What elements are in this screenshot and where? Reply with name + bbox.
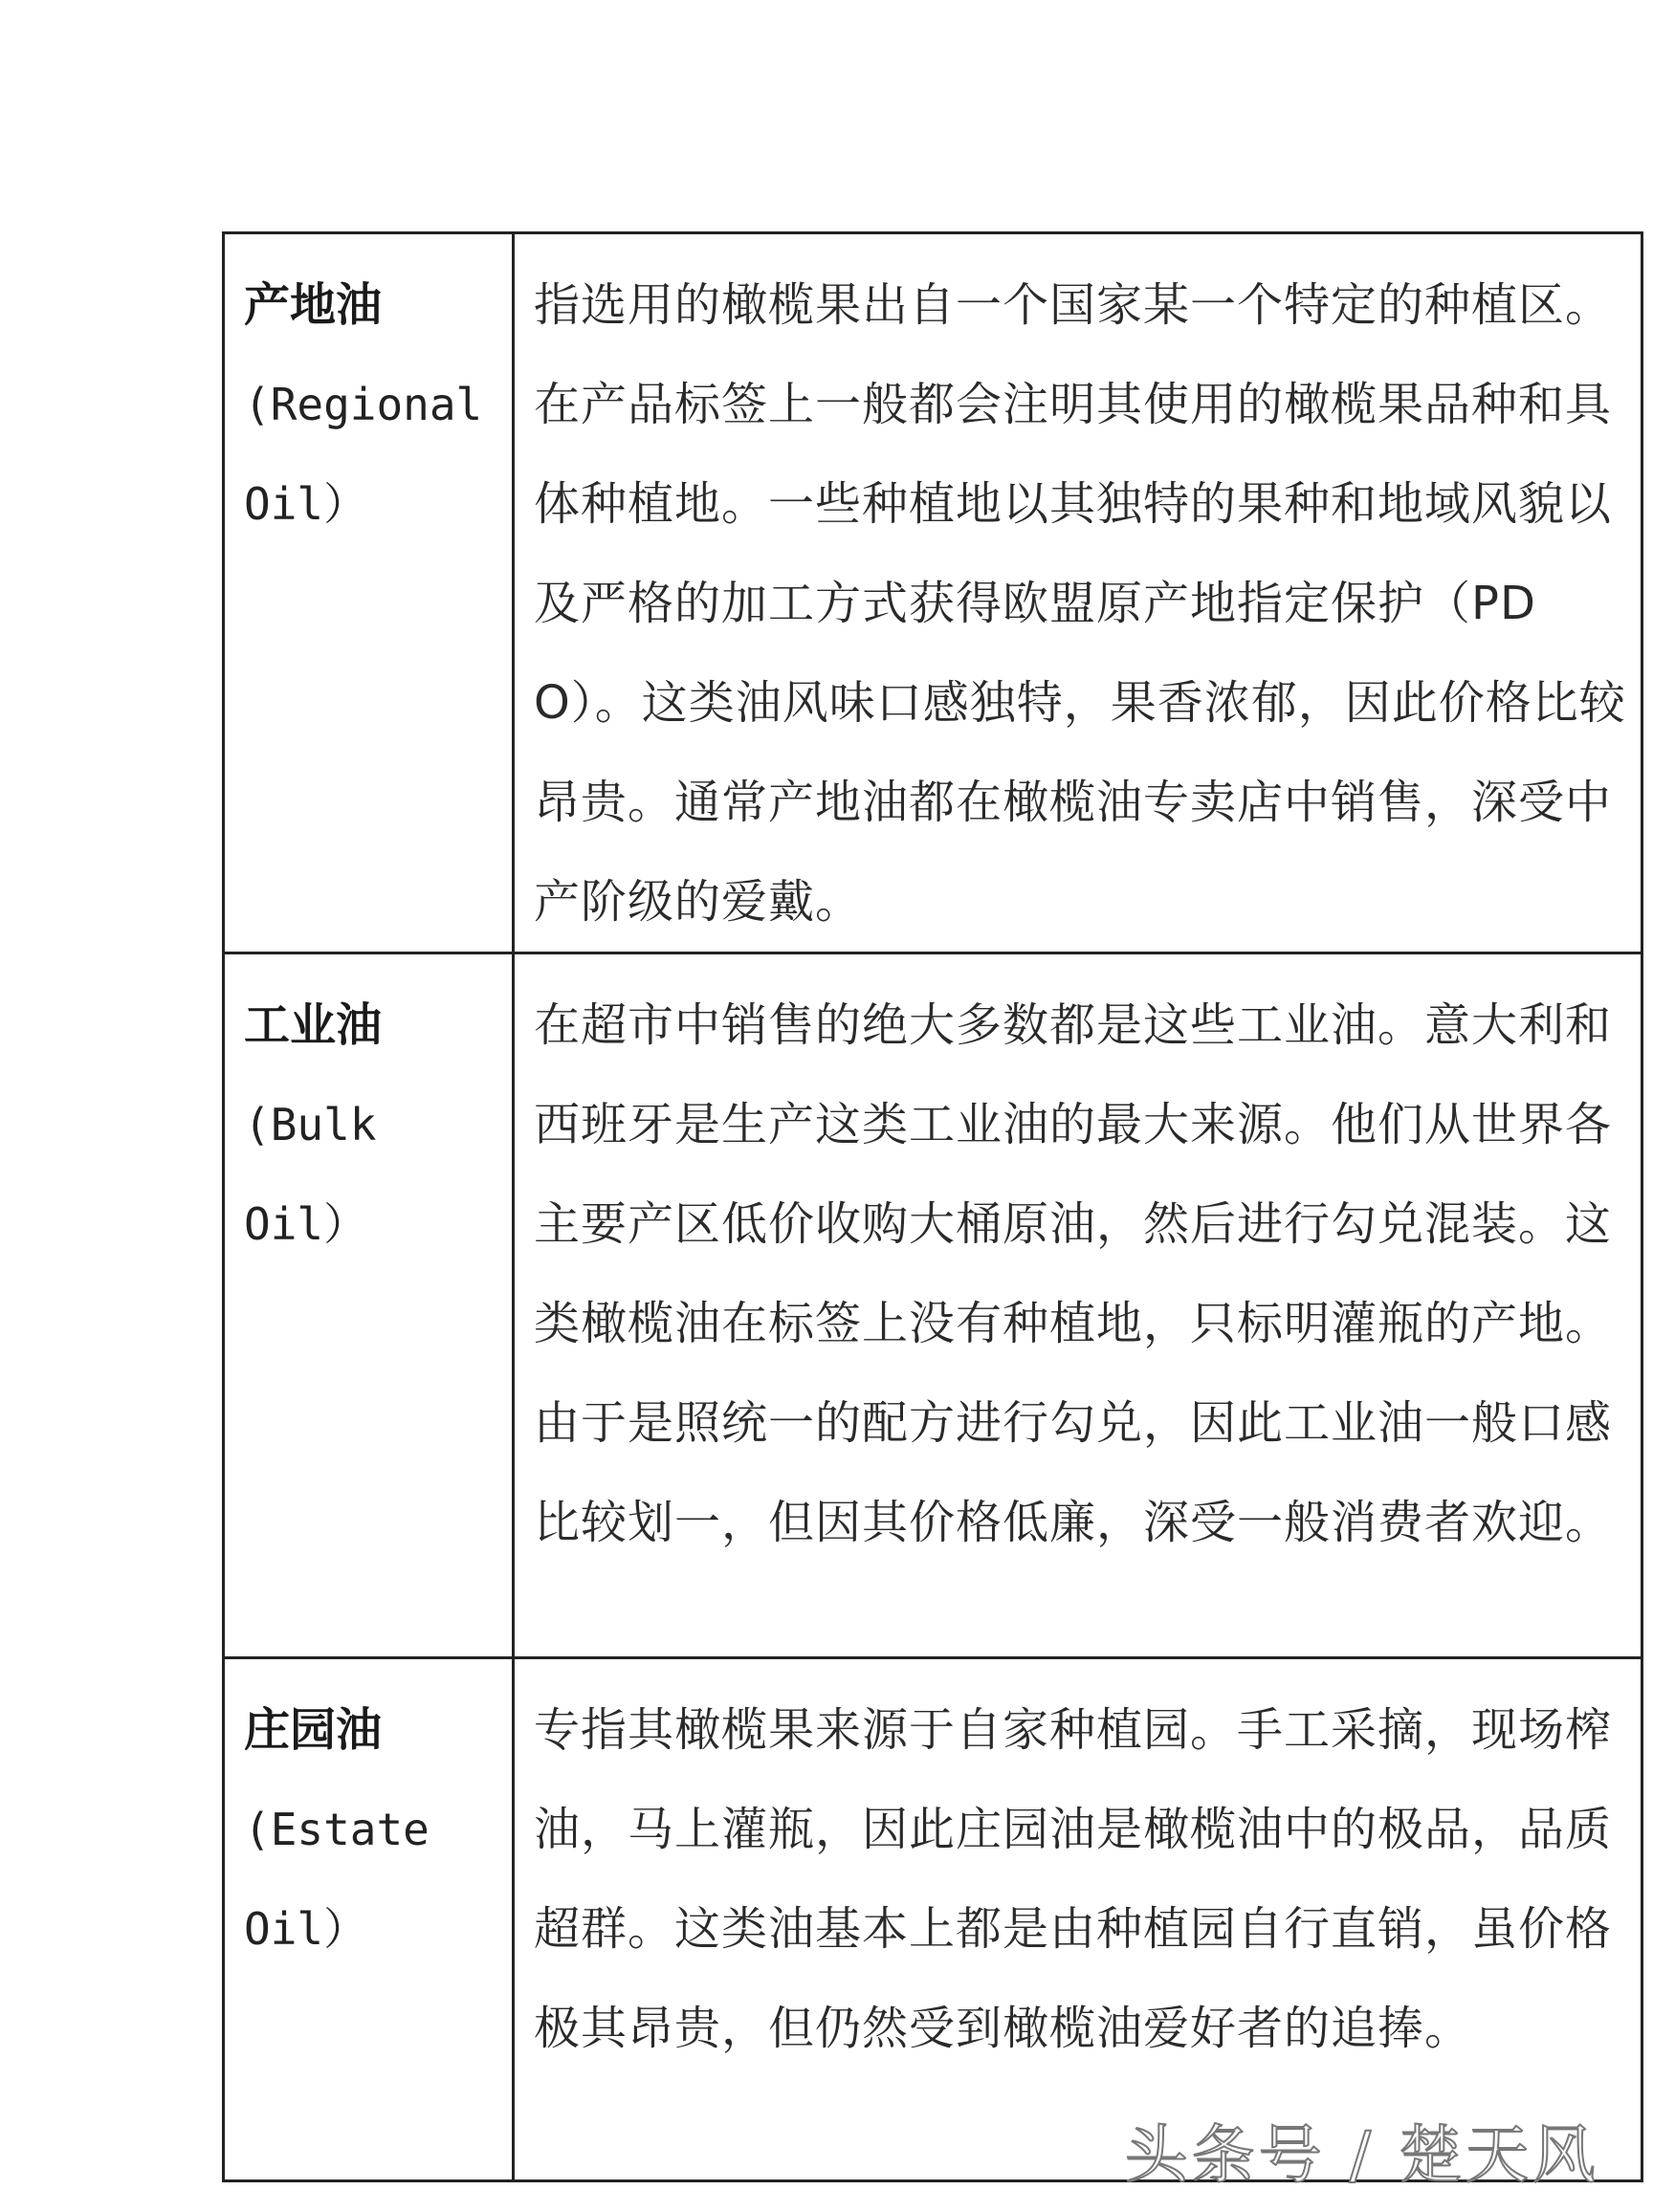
description-cell bbox=[514, 1658, 1642, 2181]
description-text: 在超市中销售的绝大多数都是这些工业油。意大利和西班牙是生产这类工业油的最大来源。他们从世界各主要产区低价收购大桶原油，然后进行勾兑混装。这类橄榄油在标签上没有种植地，只标明灌瓶的产地。由于是照统一的配方进行勾兑，因此工业油一般口感比较划一，但因其价格低廉，深受一般消费者欢迎。 bbox=[534, 998, 1613, 1549]
table-row bbox=[224, 233, 1642, 953]
olive-oil-types-table bbox=[222, 231, 1643, 2182]
description-text: 专指其橄榄果来源于自家种植园。手工采摘，现场榨油，马上灌瓶，因此庄园油是橄榄油中的极品，品质超群。这类油基本上都是由种植园自行直销，虽价格极其昂贵，但仍然受到橄榄油爱好者的追捧。 bbox=[534, 1703, 1613, 2055]
term-name: 工业油 bbox=[244, 998, 383, 1052]
term-cell bbox=[224, 1658, 514, 2181]
description-cell bbox=[514, 953, 1642, 1658]
term-name: 庄园油 bbox=[244, 1703, 383, 1757]
description-cell bbox=[514, 233, 1642, 953]
term-cell bbox=[224, 233, 514, 953]
table-row bbox=[224, 953, 1642, 1658]
term-cell bbox=[224, 953, 514, 1658]
term-english: (Regional Oil） bbox=[244, 379, 483, 530]
term-english: (Bulk Oil） bbox=[244, 1099, 377, 1250]
description-text: 指选用的橄榄果出自一个国家某一个特定的种植区。在产品标签上一般都会注明其使用的橄榄果品种和具体种植地。一些种植地以其独特的果种和地域风貌以及严格的加工方式获得欧盟原产地指定保护（PDO）。这类油风味口感独特，果香浓郁，因此价格比较昂贵。通常产地油都在橄榄油专卖店中销售，深受中产阶级的爱戴。 bbox=[534, 278, 1626, 929]
table-row bbox=[224, 1658, 1642, 2181]
term-name: 产地油 bbox=[244, 278, 383, 332]
source-watermark: 头条号 / 楚天风 bbox=[1124, 2118, 1599, 2192]
term-english: (Estate Oil） bbox=[244, 1804, 430, 1955]
